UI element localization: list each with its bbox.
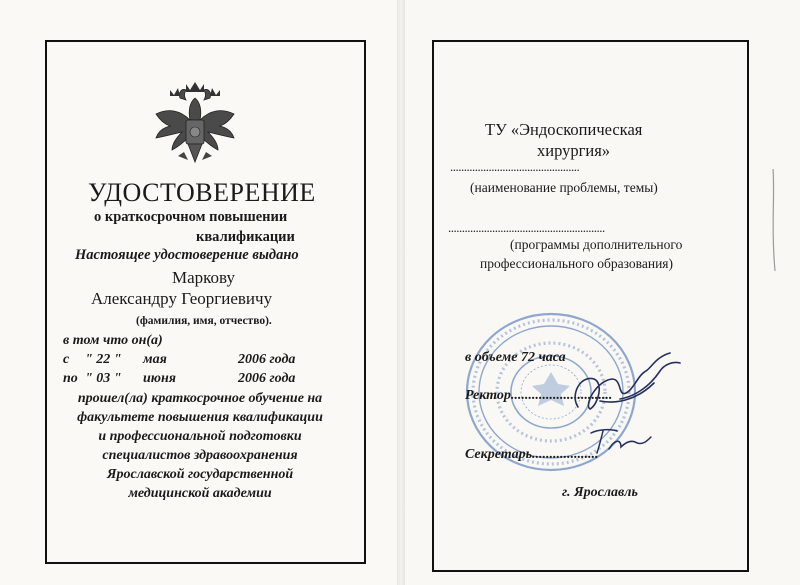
hours-volume-line: в объеме 72 часа: [465, 350, 566, 365]
end-date-day: " 03 ": [85, 371, 122, 386]
end-date-month: июня: [143, 371, 176, 386]
secretary-signature-line: Секретарь...................: [465, 447, 599, 462]
start-date-year: 2006 года: [238, 352, 296, 367]
end-date-line: [63, 371, 295, 387]
start-date-month: мая: [143, 352, 167, 367]
rector-signature-line: Ректор.............................: [465, 388, 613, 403]
secretary-signature-icon: [585, 425, 655, 457]
holder-given-names: Александру Георгиевичу: [91, 289, 273, 308]
certificate-subtitle-line-2: квалификации: [196, 229, 295, 245]
name-caption: (фамилия, имя, отчество).: [136, 315, 272, 327]
end-date-prefix: по: [63, 371, 78, 386]
program-caption-line-2: профессионального образования): [480, 256, 673, 271]
issued-to-line: Настоящее удостоверение выдано: [75, 247, 299, 263]
completion-text-line: специалистов здравоохранения: [102, 448, 298, 463]
program-dotted-line: .........................................................: [448, 220, 605, 235]
start-date-day: " 22 ": [85, 352, 122, 367]
topic-dotted-line: ...............................................: [450, 159, 580, 174]
topic-caption: (наименование проблемы, темы): [470, 180, 658, 195]
certificate-subtitle-line-1: о краткосрочном повышении: [94, 209, 288, 225]
holder-surname: Маркову: [172, 268, 236, 287]
start-date-prefix: с: [63, 352, 70, 367]
completion-text-line: факультете повышения квалификации: [77, 410, 323, 425]
double-headed-eagle-emblem-icon: [150, 80, 240, 172]
course-topic-line-1: ТУ «Эндоскопическая: [485, 120, 643, 139]
course-topic-line-2: хирургия»: [537, 141, 611, 160]
start-date-line: [63, 352, 295, 368]
that-he-line: в том что он(а): [63, 333, 163, 348]
certificate-title: УДОСТОВЕРЕНИЕ: [88, 178, 316, 207]
rector-signature-icon: [560, 345, 690, 420]
completion-text-line: и профессиональной подготовки: [98, 429, 302, 444]
completion-text-line: медицинской академии: [128, 486, 272, 501]
completion-text-line: Ярославской государственной: [106, 467, 294, 482]
program-caption-line-1: (программы дополнительного: [510, 237, 683, 252]
completion-text-line: прошел(ла) краткосрочное обучение на: [77, 391, 323, 406]
end-date-year: 2006 года: [238, 371, 296, 386]
margin-pencil-mark-icon: [765, 165, 785, 275]
issuing-city: г. Ярославль: [562, 485, 638, 500]
